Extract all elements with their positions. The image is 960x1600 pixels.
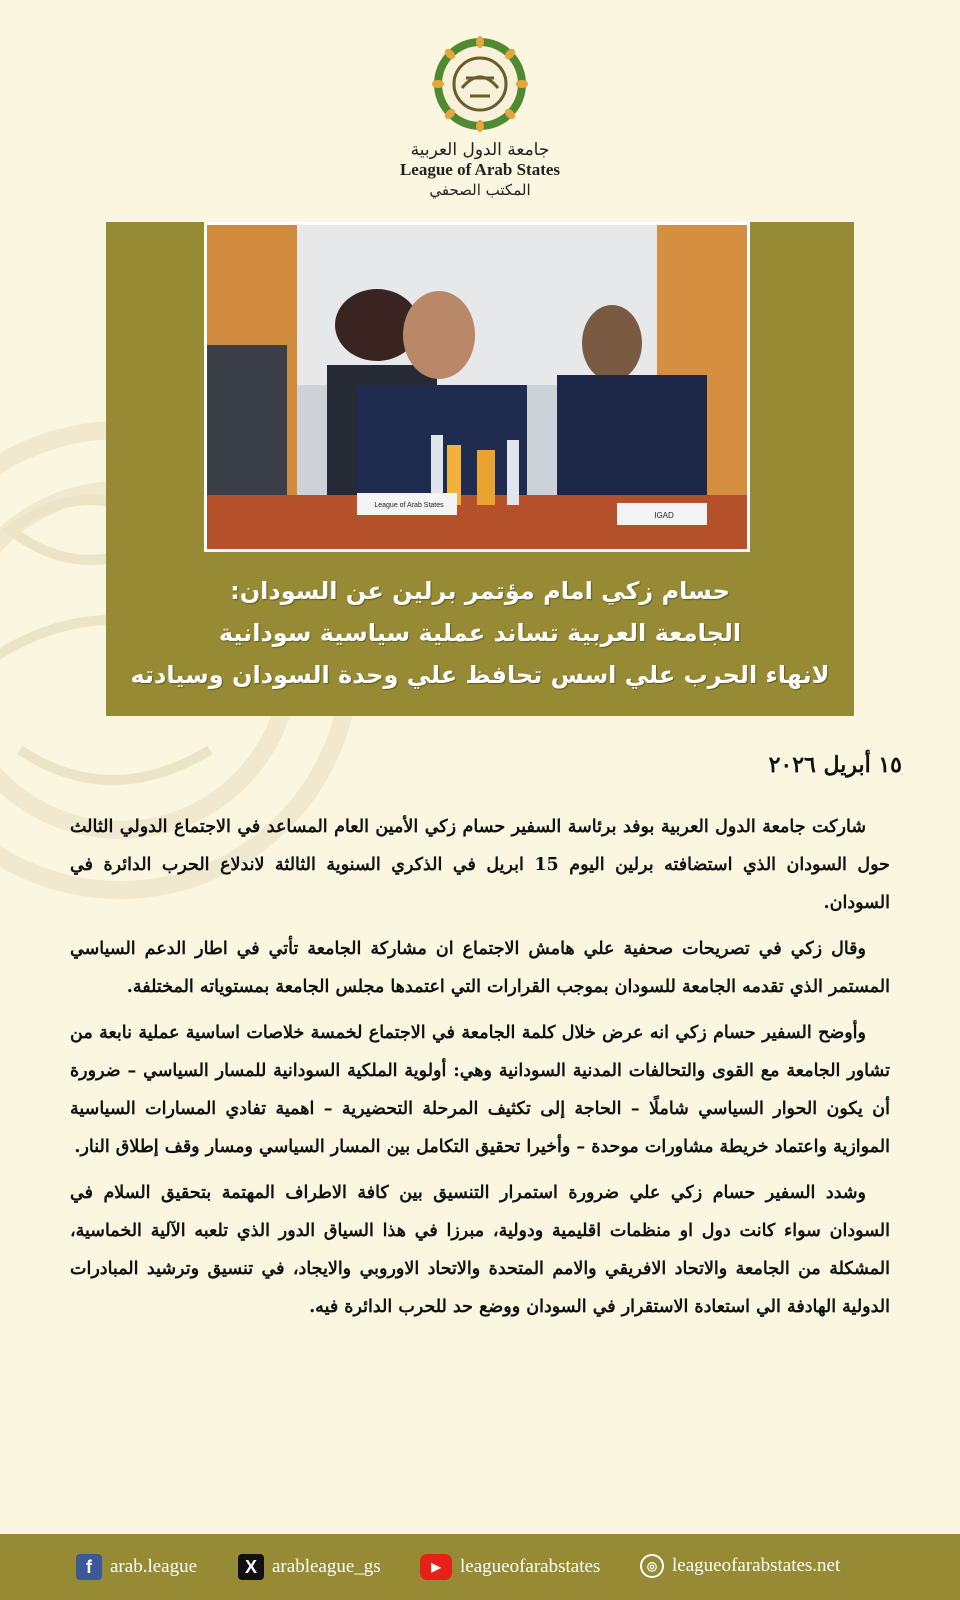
press-office-label: المكتب الصحفي: [429, 181, 531, 199]
article-body: [70, 808, 890, 1334]
youtube-link[interactable]: [420, 1554, 600, 1580]
social-footer: [0, 1534, 960, 1600]
paragraph-1: شاركت جامعة الدول العربية بوفد برئاسة السفير حسام زكي الأمين العام المساعد في الاجتماع الدولي الثالث حول السودان الذي استضافته برلين اليوم 15 ابريل في الذكري السنوية الثالثة لاندلاع الحرب الدائرة في السودان.: [70, 817, 890, 913]
headline-banner: [106, 222, 854, 716]
nameplate-league: League of Arab States: [374, 502, 444, 509]
paragraph-2: وقال زكي في تصريحات صحفية علي هامش الاجتماع ان مشاركة الجامعة تأتي في اطار الدعم السياسي المستمر الذي تقدمه الجامعة للسودان بموجب القرارات التي اعتمدها مجلس الجامعة بمستوياته المختلفة.: [70, 939, 890, 997]
org-name-english: League of Arab States: [399, 160, 561, 179]
paragraph-4: وشدد السفير حسام زكي علي ضرورة استمرار التنسيق بين كافة الاطراف المهتمة بتحقيق السلام في السودان سواء كانت دول او منظمات اقليمية ودولية، مبرزا في هذا السياق الدور الذي تلعبه الآلية الخماسية، المشكلة من الجامعة والاتحاد الافريقي والامم المتحدة والاتحاد الاوروبي والايجاد، في تنسيق وترشيد المبادرات الدولية الهادفة الي استعادة الاستقرار في السودان ووضع حد للحرب الدائرة فيه.: [70, 1183, 890, 1317]
paragraph-3: وأوضح السفير حسام زكي انه عرض خلال كلمة الجامعة في الاجتماع لخمسة خلاصات اساسية عملية نابعة من تشاور الجامعة مع القوى والتحالفات المدنية السودانية وهي: أولوية الملكية السودانية للمسار السياسي – ضرورة أن يكون الحوار السياسي شاملًا – الحاجة إلى تكثيف المرحلة التحضيرية – اهمية تفادي المسارات السياسية الموازية واعتماد خريطة مشاورات موحدة – وأخيرا تحقيق التكامل بين المسار السياسي ومسار وقف إطلاق النار.: [70, 1023, 890, 1157]
youtube-handle: leagueofarabstates: [460, 1556, 601, 1577]
headline-line-1: حسام زكي امام مؤتمر برلين عن السودان:: [230, 577, 730, 605]
x-icon: X: [238, 1554, 264, 1580]
globe-icon: ◎: [640, 1554, 664, 1578]
arab-league-seal-icon: [432, 36, 528, 132]
nameplate-igad: IGAD: [654, 511, 674, 520]
headline-line-2: الجامعة العربية تساند عملية سياسية سودانية: [218, 619, 742, 647]
website-link[interactable]: [640, 1554, 840, 1578]
facebook-handle: arab.league: [110, 1556, 198, 1577]
facebook-link[interactable]: [76, 1554, 197, 1580]
x-handle: arableague_gs: [272, 1556, 381, 1577]
headline: [126, 570, 834, 696]
org-name-arabic: جامعة الدول العربية: [410, 140, 550, 160]
facebook-icon: f: [76, 1554, 102, 1580]
headline-line-3: لانهاء الحرب علي اسس تحافظ علي وحدة السودان وسيادته: [130, 661, 830, 689]
header: [0, 36, 960, 200]
website-url: leagueofarabstates.net: [672, 1555, 841, 1576]
x-link[interactable]: [238, 1554, 381, 1580]
article-date: ١٥ أبريل ٢٠٢٦: [768, 752, 902, 778]
youtube-icon: ▶: [420, 1554, 452, 1580]
news-photo: [204, 222, 750, 552]
